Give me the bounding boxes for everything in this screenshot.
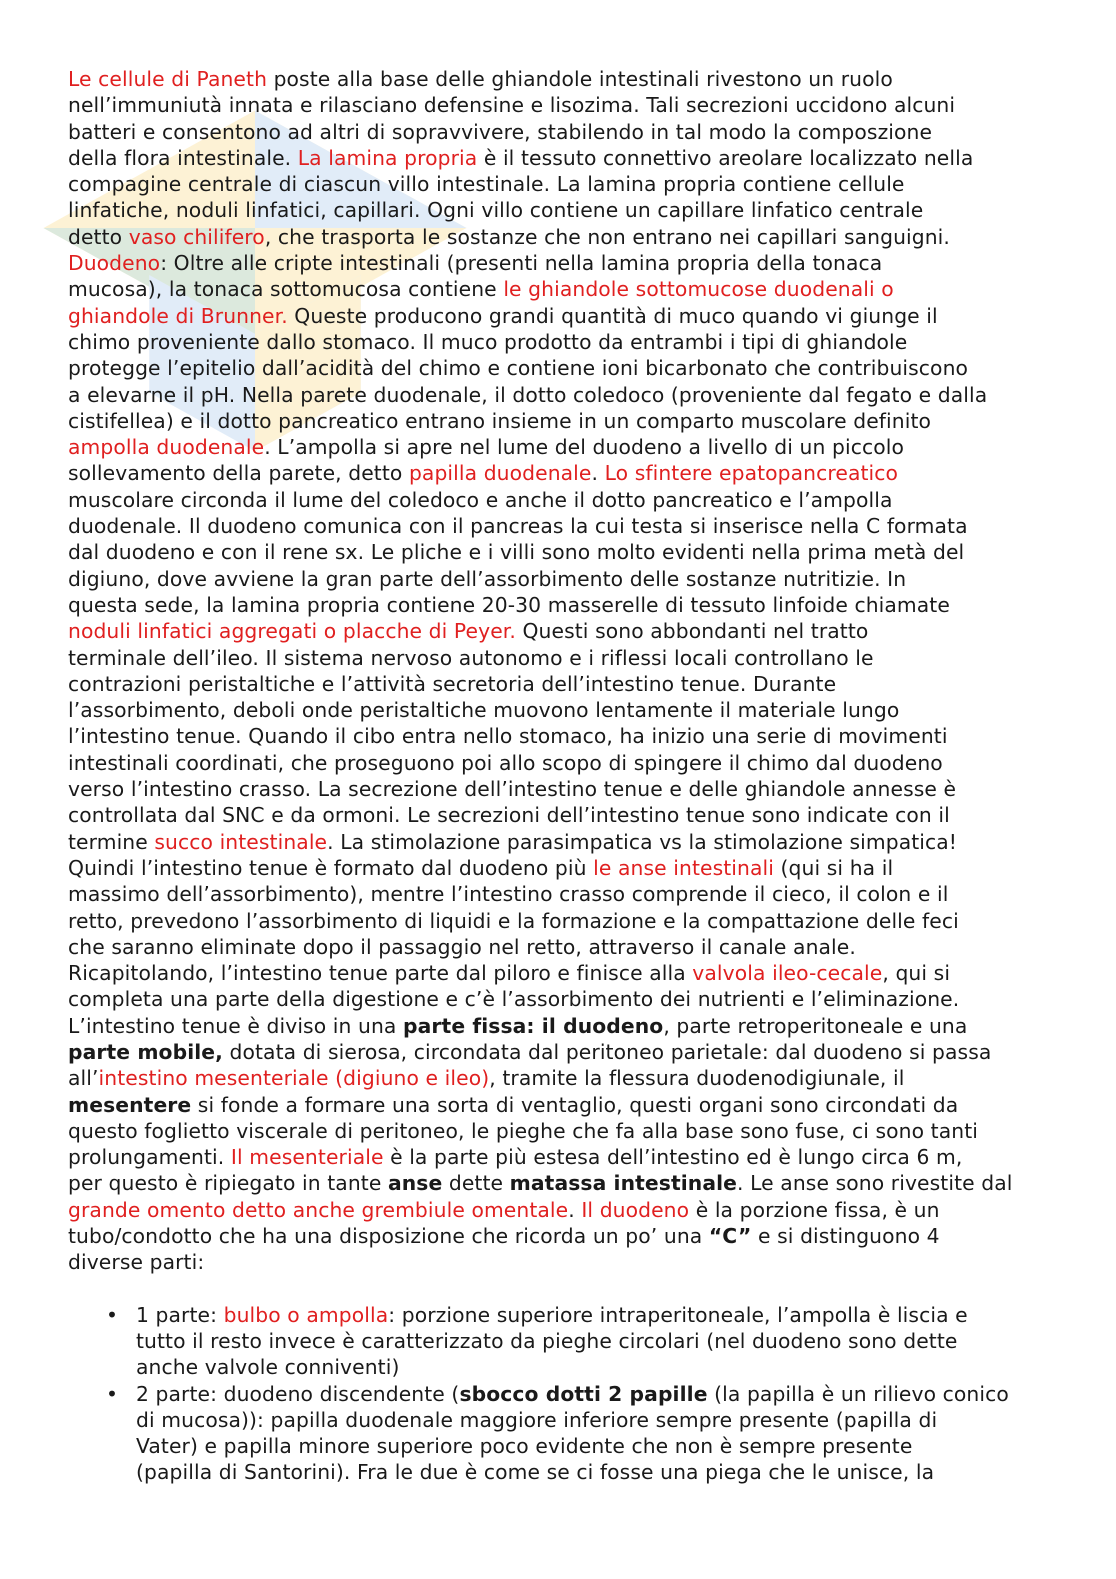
paragraph-gap bbox=[68, 1276, 1058, 1302]
text-run: Vater) e papilla minore superiore poco evidente che non è sempre presente bbox=[136, 1434, 913, 1459]
text-run: poste alla base delle ghiandole intestinali rivestono un ruolo bbox=[267, 67, 893, 91]
text-run: 1 parte: bbox=[136, 1302, 224, 1327]
text-run: diverse parti: bbox=[68, 1250, 205, 1275]
text-line bbox=[68, 460, 1058, 486]
text-line bbox=[68, 671, 1058, 697]
highlighted-term: ghiandole di Brunner. bbox=[68, 303, 288, 328]
text-run: protegge l’epitelio dall’acidità del chimo e contiene ioni bicarbonato che contribuiscono bbox=[68, 356, 969, 381]
text-line bbox=[68, 329, 1058, 355]
text-run: anche valvole conniventi) bbox=[136, 1355, 400, 1380]
text-run: digiuno, dove avviene la gran parte dell’assorbimento delle sostanze nutritizie. In bbox=[68, 566, 907, 591]
document-page bbox=[68, 66, 1058, 1486]
text-run: muscolare circonda il lume del coledoco e anche il dotto pancreatico e l’ampolla bbox=[68, 487, 893, 512]
text-line bbox=[136, 1407, 1058, 1433]
text-run: (papilla di Santorini). Fra le due è come se ci fosse una piega che le unisce, la bbox=[136, 1460, 935, 1485]
highlighted-term: noduli linfatici aggregati o placche di Peyer. bbox=[68, 619, 516, 644]
parts-list bbox=[68, 1302, 1058, 1486]
text-line bbox=[68, 881, 1058, 907]
text-run: , che trasporta le sostanze che non entrano nei capillari sanguigni. bbox=[264, 224, 950, 249]
text-run: dal duodeno e con il rene sx. Le pliche e i villi sono molto evidenti nella prima metà del bbox=[68, 540, 965, 565]
text-run: termine bbox=[68, 829, 155, 854]
text-line bbox=[68, 92, 1058, 118]
text-line bbox=[136, 1459, 1058, 1485]
text-line bbox=[68, 960, 1058, 986]
text-line bbox=[68, 303, 1058, 329]
text-run: questa sede, la lamina propria contiene 20-30 masserelle di tessuto linfoide chiamate bbox=[68, 592, 950, 617]
highlighted-term: papilla duodenale bbox=[408, 461, 592, 486]
text-line bbox=[68, 66, 1058, 92]
text-line bbox=[68, 487, 1058, 513]
text-line bbox=[136, 1433, 1058, 1459]
text-run: sollevamento della parete, detto bbox=[68, 461, 409, 486]
highlighted-term: La lamina propria bbox=[297, 145, 478, 170]
text-line bbox=[68, 119, 1058, 145]
text-run: l’assorbimento, deboli onde peristaltiche muovono lentamente il materiale lungo bbox=[68, 698, 900, 723]
text-run: completa una parte della digestione e c’è l’assorbimento dei nutrienti e l’eliminazione. bbox=[68, 987, 960, 1012]
highlighted-term: intestino mesenteriale (digiuno e ileo) bbox=[98, 1066, 490, 1091]
text-run: detto bbox=[68, 224, 129, 249]
text-run: (qui si ha il bbox=[773, 855, 894, 880]
highlighted-term: Duodeno bbox=[68, 251, 161, 276]
highlighted-term: Lo sfintere epatopancreatico bbox=[604, 461, 899, 486]
text-run: compagine centrale di ciascun villo intestinale. La lamina propria contiene cellule bbox=[68, 172, 905, 197]
text-run: controllata dal SNC e da ormoni. Le secrezioni dell’intestino tenue sono indicate con il bbox=[68, 803, 950, 828]
bold-term: anse bbox=[387, 1171, 443, 1196]
text-run: intestinali coordinati, che proseguono poi allo scopo di spingere il chimo dal duodeno bbox=[68, 750, 943, 775]
text-run: . Le anse sono rivestite dal bbox=[737, 1171, 1013, 1196]
list-item bbox=[68, 1381, 1058, 1486]
text-run: L’intestino tenue è diviso in una bbox=[68, 1013, 404, 1038]
text-line bbox=[68, 1092, 1058, 1118]
bold-term: matassa intestinale bbox=[509, 1171, 738, 1196]
text-run: linfatiche, noduli linfatici, capillari. Ogni villo contiene un capillare linfatico centrale bbox=[68, 198, 924, 223]
text-line bbox=[68, 908, 1058, 934]
text-run: dette bbox=[442, 1171, 510, 1196]
text-run: dotata di sierosa, circondata dal peritoneo parietale: dal duodeno si passa bbox=[222, 1039, 992, 1064]
text-line bbox=[68, 539, 1058, 565]
text-line bbox=[68, 408, 1058, 434]
text-line bbox=[68, 750, 1058, 776]
text-line bbox=[68, 829, 1058, 855]
text-line bbox=[68, 697, 1058, 723]
text-line bbox=[68, 986, 1058, 1012]
text-run: Queste producono grandi quantità di muco quando vi giunge il bbox=[287, 303, 938, 328]
text-line bbox=[136, 1328, 1058, 1354]
text-run: l’intestino tenue. Quando il cibo entra nello stomaco, ha inizio una serie di movimenti bbox=[68, 724, 948, 749]
text-run: (la papilla è un rilievo conico bbox=[707, 1381, 1009, 1406]
text-run: 2 parte: duodeno discendente ( bbox=[136, 1381, 460, 1406]
highlighted-term: valvola ileo-cecale bbox=[692, 961, 883, 986]
text-run: , qui si bbox=[882, 961, 951, 986]
text-run: chimo proveniente dallo stomaco. Il muco prodotto da entrambi i tipi di ghiandole bbox=[68, 329, 908, 354]
text-line bbox=[68, 723, 1058, 749]
text-line bbox=[68, 382, 1058, 408]
text-run: prolungamenti. bbox=[68, 1145, 231, 1170]
text-line bbox=[68, 197, 1058, 223]
bullet-icon: • bbox=[105, 1381, 119, 1406]
text-line bbox=[68, 513, 1058, 539]
text-line bbox=[68, 250, 1058, 276]
highlighted-term: succo intestinale bbox=[154, 829, 328, 854]
highlighted-term: le anse intestinali bbox=[593, 855, 774, 880]
text-run: questo foglietto viscerale di peritoneo, le pieghe che fa alla base sono fuse, ci sono tanti bbox=[68, 1118, 979, 1143]
text-run: batteri e consentono ad altri di sopravvivere, stabilendo in tal modo la composzione bbox=[68, 119, 933, 144]
text-run: Questi sono abbondanti nel tratto bbox=[515, 619, 869, 644]
bullet-icon: • bbox=[105, 1302, 119, 1327]
text-run: tutto il resto invece è caratterizzato da pieghe circolari (nel duodeno sono dette bbox=[136, 1328, 958, 1353]
bold-term: mesentere bbox=[68, 1092, 192, 1117]
list-item bbox=[68, 1302, 1058, 1381]
text-run: Quindi l’intestino tenue è formato dal duodeno più bbox=[68, 855, 594, 880]
text-run: . La stimolazione parasimpatica vs la stimolazione simpatica! bbox=[327, 829, 958, 854]
highlighted-term: Le cellule di Paneth bbox=[68, 67, 268, 91]
text-line bbox=[68, 1039, 1058, 1065]
text-run: e si distinguono 4 bbox=[751, 1224, 940, 1249]
text-line bbox=[68, 1065, 1058, 1091]
text-line bbox=[68, 276, 1058, 302]
text-line bbox=[68, 802, 1058, 828]
text-run: , parte retroperitoneale e una bbox=[663, 1013, 968, 1038]
bold-term: parte fissa: il duodeno bbox=[403, 1013, 664, 1038]
text-line bbox=[68, 1249, 1058, 1275]
text-run: : porzione superiore intraperitoneale, l’ampolla è liscia e bbox=[388, 1302, 968, 1327]
text-line bbox=[68, 645, 1058, 671]
text-line bbox=[68, 1223, 1058, 1249]
text-run: a elevarne il pH. Nella parete duodenale, il dotto coledoco (proveniente dal fegato e dalla bbox=[68, 382, 988, 407]
text-line bbox=[136, 1302, 1058, 1328]
text-run: si fonde a formare una sorta di ventaglio, questi organi sono circondati da bbox=[191, 1092, 959, 1117]
text-run: per questo è ripiegato in tante bbox=[68, 1171, 388, 1196]
text-run: nell’immuniutà innata e rilasciano defensine e lisozima. Tali secrezioni uccidono alcuni bbox=[68, 93, 956, 118]
text-line bbox=[68, 618, 1058, 644]
text-line bbox=[68, 145, 1058, 171]
text-line bbox=[68, 592, 1058, 618]
text-line bbox=[68, 1170, 1058, 1196]
text-run: . bbox=[568, 1197, 582, 1222]
text-line bbox=[68, 1144, 1058, 1170]
highlighted-term: Il mesenteriale bbox=[230, 1145, 384, 1170]
highlighted-term: vaso chilifero bbox=[128, 224, 265, 249]
text-run: terminale dell’ileo. Il sistema nervoso autonomo e i riflessi locali controllano le bbox=[68, 645, 874, 670]
text-line bbox=[68, 434, 1058, 460]
highlighted-term: bulbo o ampolla bbox=[223, 1302, 389, 1327]
text-line bbox=[68, 566, 1058, 592]
text-line bbox=[68, 1197, 1058, 1223]
text-line bbox=[136, 1354, 1058, 1380]
text-run: . bbox=[591, 461, 605, 486]
text-run: mucosa), la tonaca sottomucosa contiene bbox=[68, 277, 504, 302]
text-line bbox=[68, 776, 1058, 802]
text-run: di mucosa)): papilla duodenale maggiore inferiore sempre presente (papilla di bbox=[136, 1407, 938, 1432]
text-run: cistifellea) e il dotto pancreatico entrano insieme in un comparto muscolare definito bbox=[68, 408, 932, 433]
body-paragraph bbox=[68, 66, 1058, 1276]
text-run: contrazioni peristaltiche e l’attività secretoria dell’intestino tenue. Durante bbox=[68, 671, 837, 696]
text-run: all’ bbox=[68, 1066, 99, 1091]
text-line bbox=[68, 855, 1058, 881]
bold-term: sbocco dotti 2 papille bbox=[459, 1381, 708, 1406]
text-run: : Oltre alle cripte intestinali (presenti nella lamina propria della tonaca bbox=[160, 251, 883, 276]
highlighted-term: Il duodeno bbox=[581, 1197, 690, 1222]
text-run: tubo/condotto che ha una disposizione che ricorda un po’ una bbox=[68, 1224, 709, 1249]
text-run: retto, prevedono l’assorbimento di liquidi e la formazione e la compattazione delle feci bbox=[68, 908, 959, 933]
text-line bbox=[68, 355, 1058, 381]
text-line bbox=[136, 1381, 1058, 1407]
text-run: della flora intestinale. bbox=[68, 145, 298, 170]
text-line bbox=[68, 934, 1058, 960]
text-run: è la parte più estesa dell’intestino ed è lungo circa 6 m, bbox=[383, 1145, 963, 1170]
text-run: duodenale. Il duodeno comunica con il pancreas la cui testa si inserisce nella C formata bbox=[68, 514, 968, 539]
highlighted-term: grande omento detto anche grembiule omentale bbox=[68, 1197, 569, 1222]
text-run: che saranno eliminate dopo il passaggio nel retto, attraverso il canale anale. bbox=[68, 934, 856, 959]
text-run: verso l’intestino crasso. La secrezione dell’intestino tenue e delle ghiandole annesse è bbox=[68, 777, 957, 802]
text-run: . L’ampolla si apre nel lume del duodeno a livello di un piccolo bbox=[264, 435, 904, 460]
bold-term: parte mobile, bbox=[68, 1039, 223, 1064]
bold-term: “C” bbox=[708, 1224, 752, 1249]
text-run: è il tessuto connettivo areolare localizzato nella bbox=[477, 145, 974, 170]
text-line bbox=[68, 1118, 1058, 1144]
text-line bbox=[68, 171, 1058, 197]
text-run: massimo dell’assorbimento), mentre l’intestino crasso comprende il cieco, il colon e il bbox=[68, 882, 949, 907]
highlighted-term: ampolla duodenale bbox=[68, 435, 265, 460]
text-line bbox=[68, 1013, 1058, 1039]
text-run: è la porzione fissa, è un bbox=[689, 1197, 940, 1222]
highlighted-term: le ghiandole sottomucose duodenali o bbox=[503, 277, 894, 302]
text-run: , tramite la flessura duodenodigiunale, il bbox=[489, 1066, 905, 1091]
text-line bbox=[68, 224, 1058, 250]
text-run: Ricapitolando, l’intestino tenue parte dal piloro e finisce alla bbox=[68, 961, 693, 986]
